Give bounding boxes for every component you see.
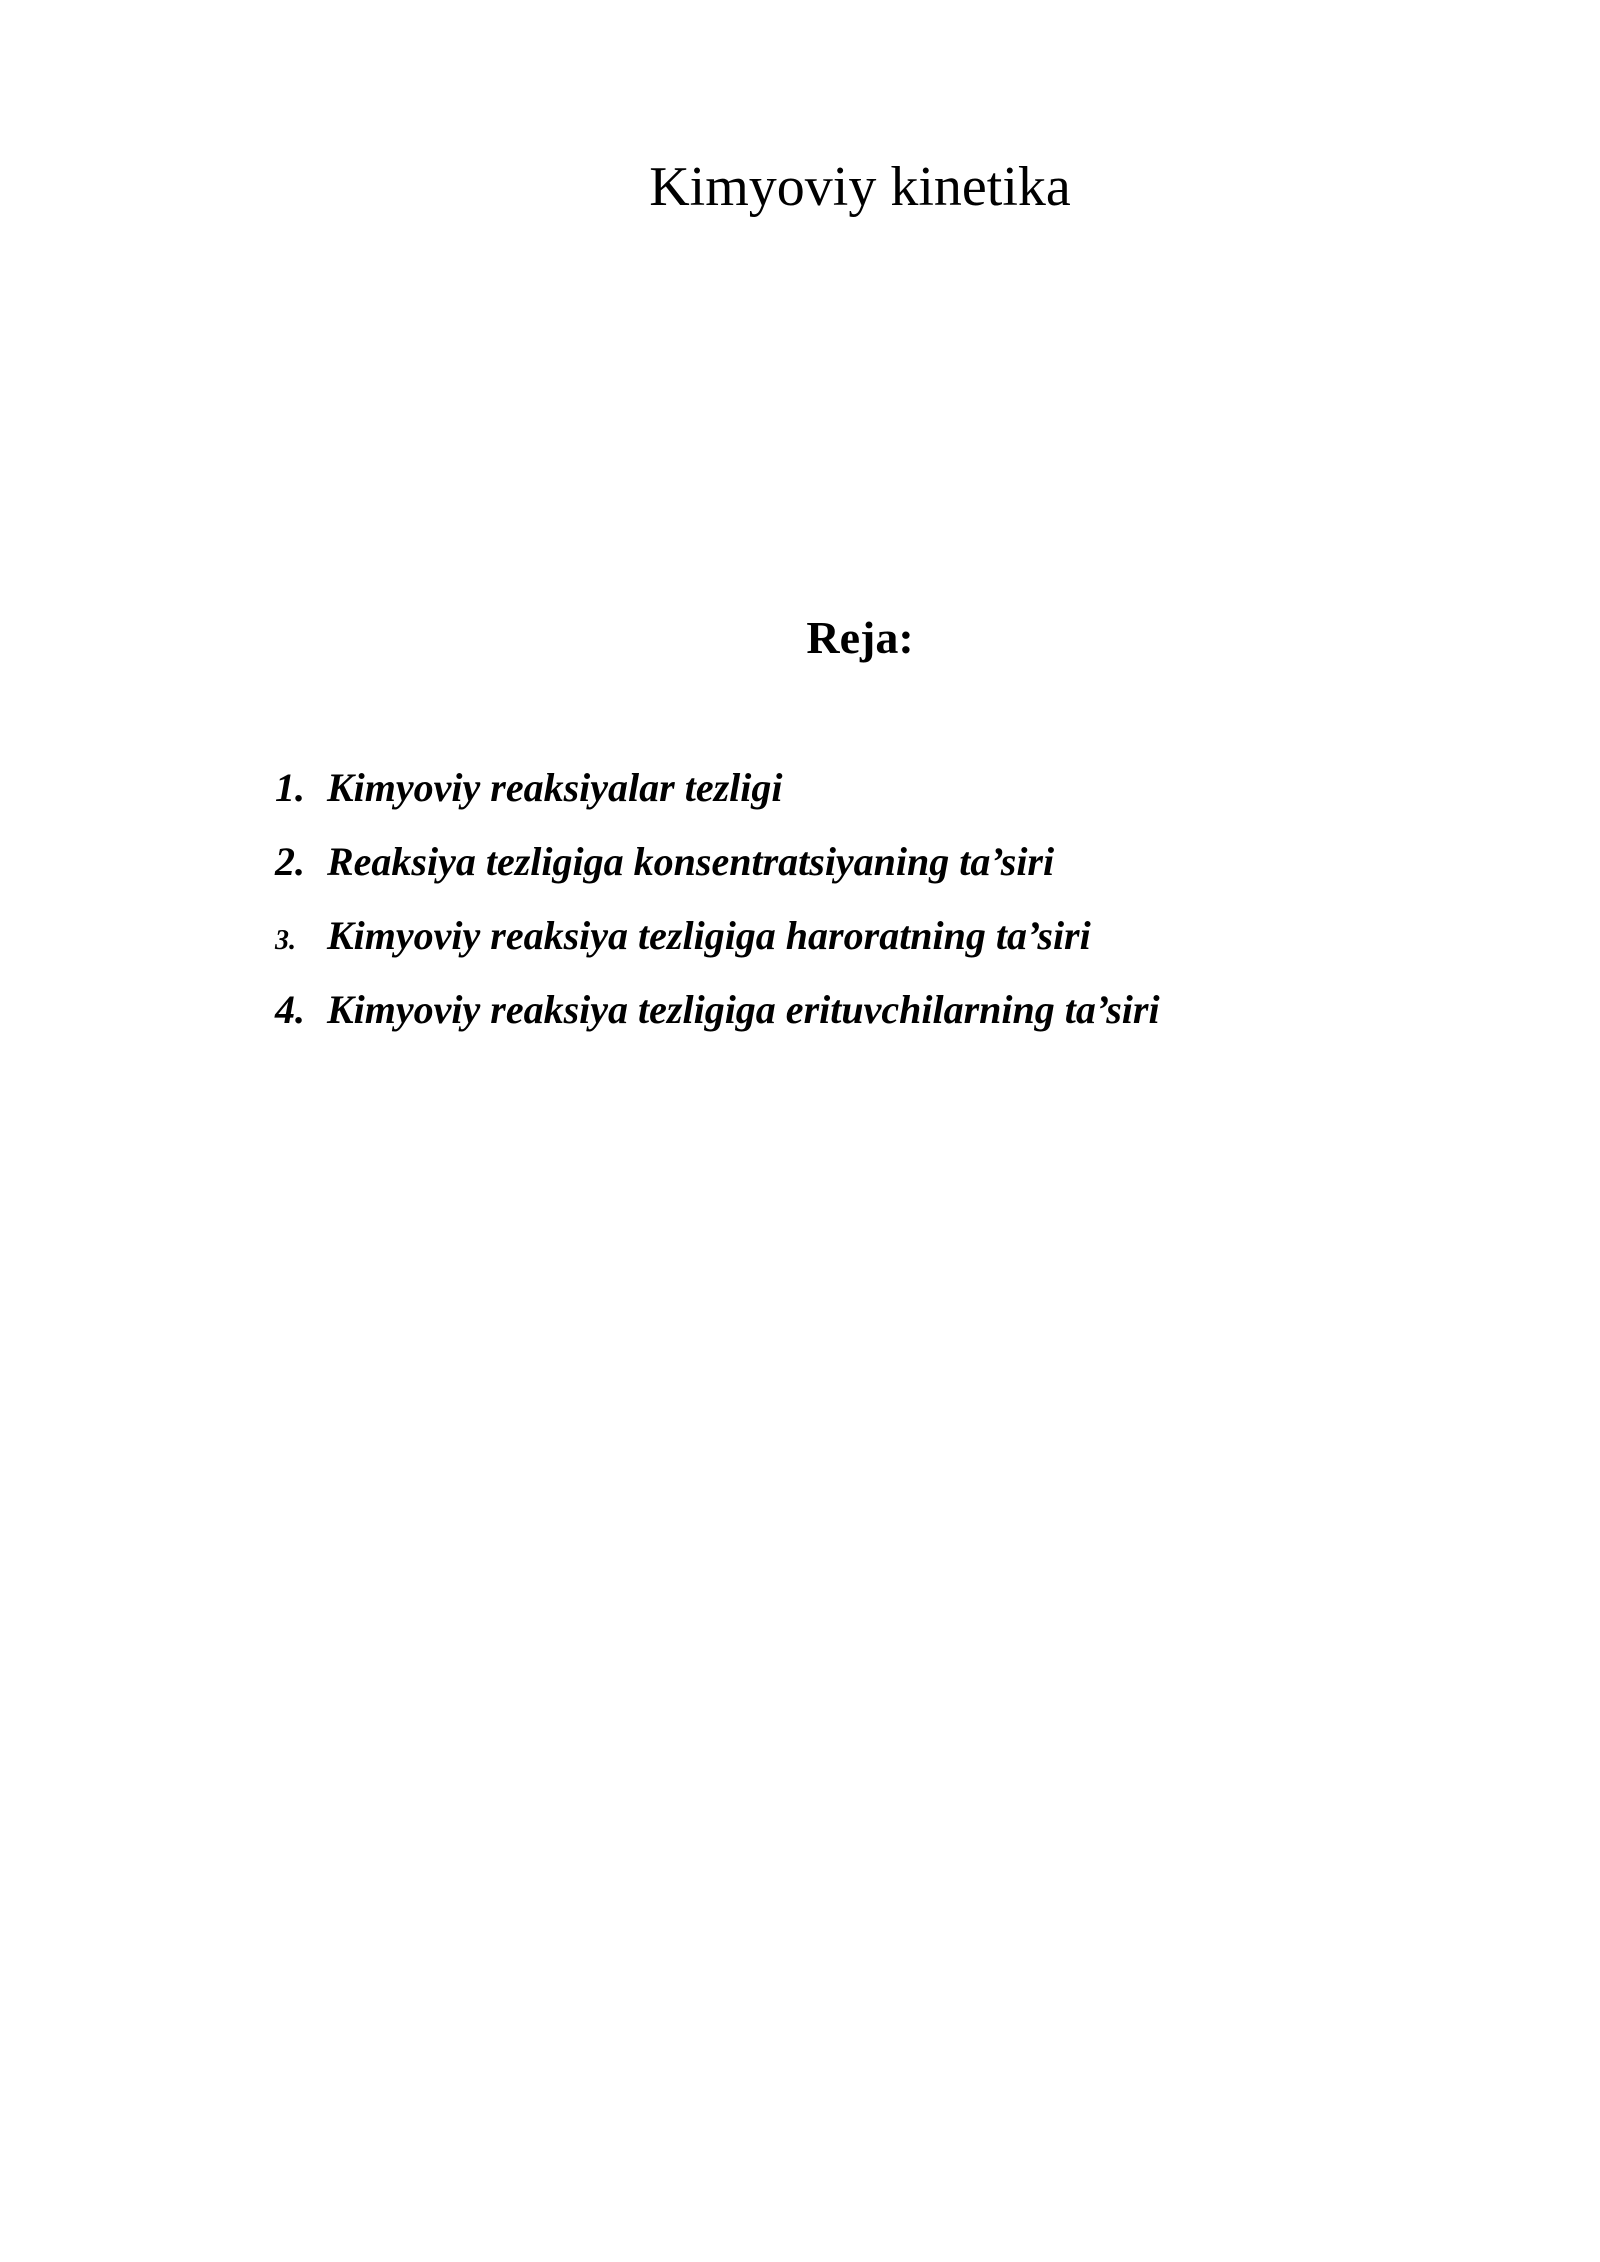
plan-item — [275, 980, 1160, 1054]
plan-item-text: Reaksiya tezligiga konsentratsiyaning ta’siri — [327, 839, 1055, 884]
document-title: Kimyoviy kinetika — [649, 156, 1071, 218]
plan-item — [275, 832, 1160, 906]
plan-item — [275, 906, 1160, 980]
plan-list — [275, 758, 1160, 1054]
plan-item-number: 1. — [275, 765, 305, 810]
plan-item-number: 4. — [275, 987, 305, 1032]
plan-item — [275, 758, 1160, 832]
plan-item-number: 2. — [275, 839, 305, 884]
plan-item-text: Kimyoviy reaksiya tezligiga haroratning ta’siri — [327, 913, 1091, 958]
plan-item-number: 3. — [275, 925, 296, 956]
plan-item-text: Kimyoviy reaksiya tezligiga erituvchilarning ta’siri — [327, 987, 1160, 1032]
plan-heading: Reja: — [806, 612, 914, 663]
plan-item-text: Kimyoviy reaksiyalar tezligi — [327, 765, 783, 810]
